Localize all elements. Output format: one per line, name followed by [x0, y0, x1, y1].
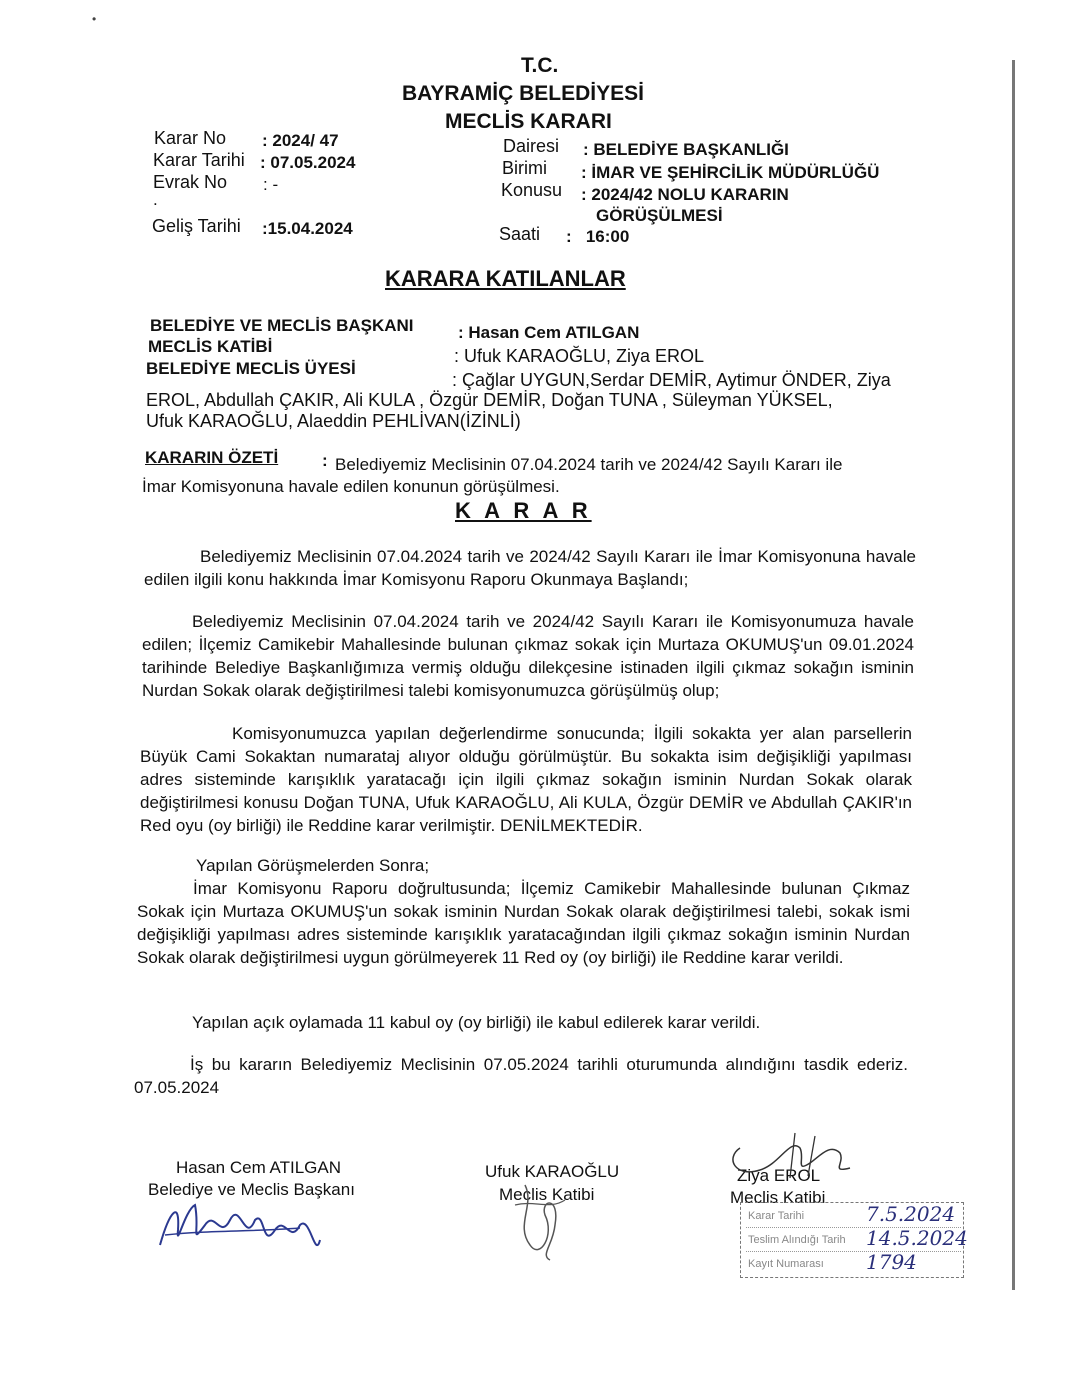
uyesi-line3: Ufuk KARAOĞLU, Alaeddin PEHLİVAN(İZİNLİ): [146, 411, 521, 431]
gelis-tarihi-value: :15.04.2024: [262, 219, 353, 238]
summary-label: KARARIN ÖZETİ: [145, 448, 279, 467]
dairesi-label: Dairesi: [503, 136, 560, 156]
summary-colon: :: [322, 451, 328, 470]
body-paragraph-3: Komisyonumuzca yapılan değerlendirme sonucunda; İlgili sokakta yer alan parsellerin Büyük Cami Sokaktan numarataj alıyor olduğu görülmüştür. Bu sokakta isim değişikliği yapılması adres sisteminde karışıklık yaratacağı için ilgili çıkmaz sokağın isminin Nurdan Sokak olarak değiştirilmesi konusu Doğan TUNA, Ufuk KARAOĞLU, Ali KULA, Özgür DEMİR ve Abdullah ÇAKIR'ın Red oyu (oy birliği) ile Reddine karar verilmiştir. DENİLMEKTEDİR.: [140, 724, 912, 835]
stamp-row-kayit: [746, 1250, 961, 1275]
body-paragraph-4: Yapılan Görüşmelerden Sonra;: [196, 856, 430, 875]
konusu-value-1: : 2024/42 NOLU KARARIN: [581, 185, 789, 204]
registry-stamp: [740, 1202, 968, 1278]
uyesi-line1: : Çağlar UYGUN,Serdar DEMİR, Aytimur ÖNDER, Ziya: [452, 370, 891, 390]
stamp-row-karar-tarihi: [746, 1202, 961, 1228]
header-tc: T.C.: [521, 54, 559, 77]
baskan-label: BELEDİYE VE MECLİS BAŞKANI: [150, 316, 414, 335]
baskan-value: : Hasan Cem ATILGAN: [458, 323, 640, 342]
evrak-no-value: : -: [263, 175, 279, 194]
body-paragraph-1: Belediyemiz Meclisinin 07.04.2024 tarih ve 2024/42 Sayılı Kararı ile İmar Komisyonuna havale edilen ilgili konu hakkında İmar Komisyonu Raporu Okunmaya Başlandı;: [144, 547, 916, 589]
signature-name-katip-1: Ufuk KARAOĞLU: [485, 1162, 620, 1181]
stamp-kayit-label: Kayıt Numarası: [748, 1258, 824, 1270]
karar-title: K A R A R: [455, 498, 592, 523]
scan-speck: •: [92, 12, 97, 26]
saati-label: Saati: [499, 224, 541, 244]
birimi-value: : İMAR VE ŞEHİRCİLİK MÜDÜRLÜĞÜ: [581, 163, 880, 182]
header-meclis-karari: MECLİS KARARI: [445, 110, 612, 133]
gelis-tarihi-label: Geliş Tarihi: [152, 216, 241, 236]
signature-name-baskan: Hasan Cem ATILGAN: [176, 1158, 342, 1177]
signature-scribble-baskan: [150, 1190, 350, 1270]
karar-no-label: Karar No: [154, 128, 227, 148]
stamp-row-teslim: [746, 1226, 968, 1252]
body-paragraph-7: İş bu kararın Belediyemiz Meclisinin 07.05.2024 tarihli oturumunda alındığını tasdik ederiz. 07.05.2024: [134, 1055, 908, 1097]
stamp-karar-tarihi-label: Karar Tarihi: [748, 1210, 805, 1222]
signature-scribble-katip-2: [720, 1128, 870, 1188]
summary-line1: Belediyemiz Meclisinin 07.04.2024 tarih ve 2024/42 Sayılı Kararı ile: [335, 455, 843, 474]
stamp-teslim-label: Teslim Alındığı Tarih: [748, 1234, 846, 1246]
summary-line2: İmar Komisyonuna havale edilen konunun görüşülmesi.: [142, 477, 560, 496]
katibi-value: : Ufuk KARAOĞLU, Ziya EROL: [454, 346, 705, 366]
uyesi-line2: EROL, Abdullah ÇAKIR, Ali KULA , Özgür DEMİR, Doğan TUNA , Süleyman YÜKSEL,: [146, 390, 833, 410]
stray-dot: .: [153, 190, 158, 209]
karar-tarihi-label: Karar Tarihi: [153, 150, 245, 170]
scan-edge-line: [1012, 60, 1015, 1290]
signature-name-katip-2: Ziya EROL: [737, 1166, 821, 1185]
body-paragraph-5: İmar Komisyonu Raporu doğrultusunda; İlçemiz Camikebir Mahallesinde bulunan Çıkmaz Sokak için Murtaza OKUMUŞ'un sokak isminin Nurdan Sokak olarak değiştirilmesi talebi, sokak ismi değişikliği yapılması adres sisteminde karışıklık yaratacağından ilgili çıkmaz sokağın isminin Nurdan Sokak olarak değiştirilmesi uygun görülmeyerek 11 Red oy (oy birliği) ile Reddine karar verildi.: [137, 879, 910, 967]
signature-title-baskan: Belediye ve Meclis Başkanı: [148, 1180, 355, 1199]
stamp-teslim-value: 14.5.2024: [866, 1226, 968, 1250]
signature-title-katip-1: Meclis Katibi: [499, 1185, 595, 1204]
stamp-kayit-value: 1794: [866, 1250, 917, 1274]
stamp-karar-tarihi-value: 7.5.2024: [866, 1202, 956, 1226]
karar-tarihi-value: : 07.05.2024: [260, 153, 356, 172]
uyesi-label: BELEDİYE MECLİS ÜYESİ: [146, 359, 356, 378]
header-municipality: BAYRAMİÇ BELEDİYESİ: [402, 82, 644, 105]
konusu-value-2: GÖRÜŞÜLMESİ: [596, 206, 723, 225]
participants-title: KARARA KATILANLAR: [385, 266, 626, 291]
dairesi-value: : BELEDİYE BAŞKANLIĞI: [583, 140, 789, 159]
birimi-label: Birimi: [502, 158, 547, 178]
signature-scribble-katip-1: [495, 1175, 585, 1265]
body-paragraph-6: Yapılan açık oylamada 11 kabul oy (oy birliği) ile kabul edilerek karar verildi.: [192, 1013, 761, 1032]
body-paragraph-2: Belediyemiz Meclisinin 07.04.2024 tarih ve 2024/42 Sayılı Kararı ile Komisyonumuza havale edilen; İlçemiz Camikebir Mahallesinde bulunan çıkmaz sokak için Murtaza OKUMUŞ'un 09.01.2024 tarihinde Belediye Başkanlığımıza vermiş olduğu dilekçesine istinaden ilgili çıkmaz sokağın isminin Nurdan Sokak olarak değiştirilmesi talebi komisyonumuzca görüşülmüş olup;: [142, 612, 914, 700]
signature-title-katip-2: Meclis Katibi: [730, 1188, 826, 1207]
karar-no-value: : 2024/ 47: [262, 131, 339, 150]
saati-value: : 16:00: [566, 227, 630, 246]
evrak-no-label: Evrak No: [153, 172, 228, 192]
konusu-label: Konusu: [501, 180, 563, 200]
katibi-label: MECLİS KATİBİ: [148, 337, 273, 356]
